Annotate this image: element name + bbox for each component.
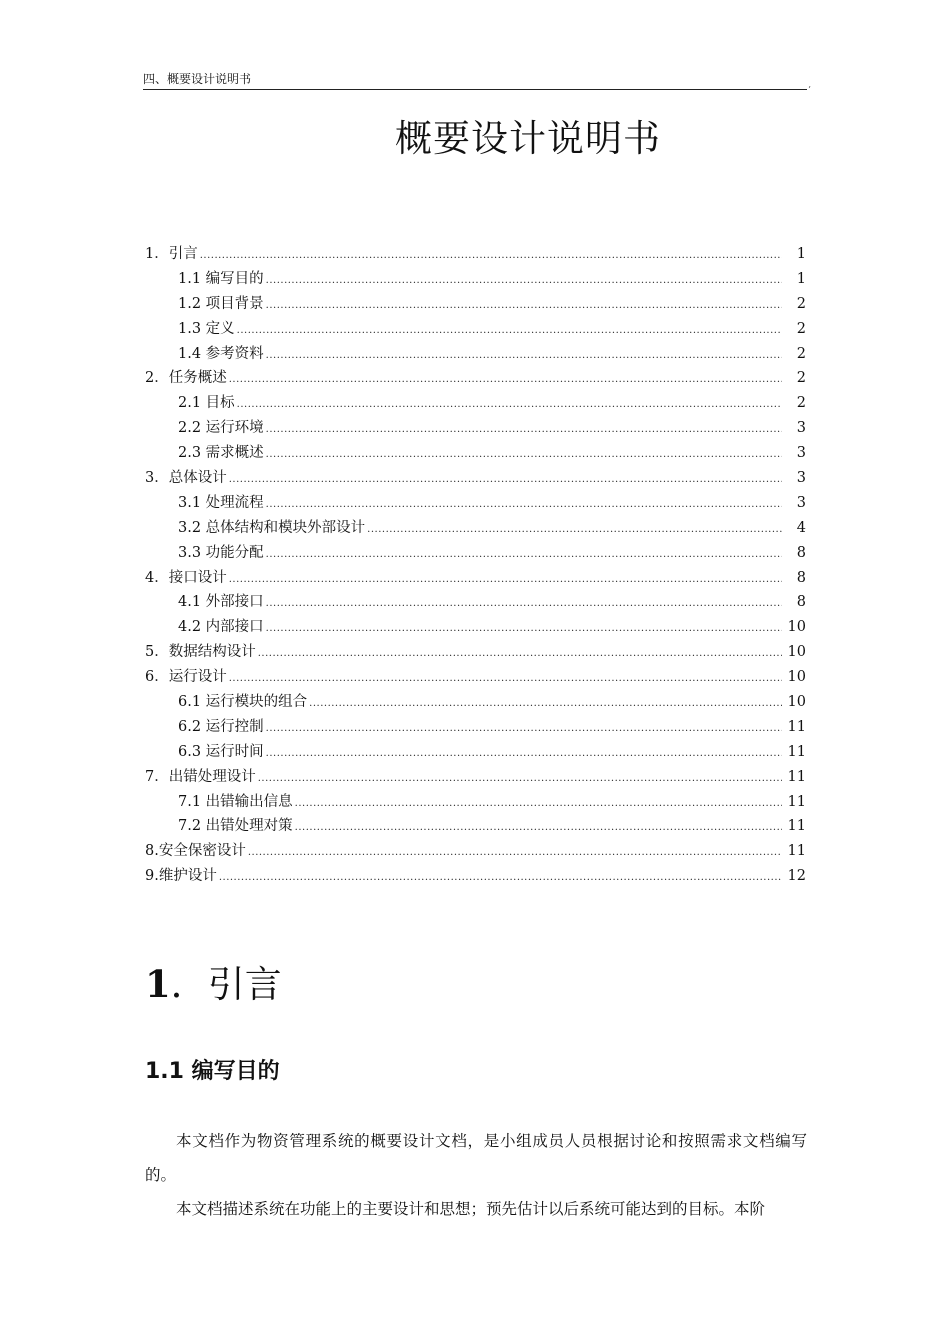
toc-dot-leader: [258, 767, 782, 792]
toc-dot-leader: [237, 319, 782, 344]
toc-entry-title: 3.1 处理流程: [178, 494, 264, 511]
toc-dot-leader: [219, 866, 782, 891]
toc-entry-page: 1: [796, 270, 806, 287]
toc-entry[interactable]: [145, 416, 806, 441]
toc-dot-leader: [229, 368, 782, 393]
document-title: 概要设计说明书: [395, 117, 661, 160]
toc-dot-leader: [200, 244, 782, 269]
toc-dot-leader: [295, 816, 782, 841]
toc-entry-page: 3: [796, 494, 806, 511]
toc-entry-title: 4．接口设计: [145, 569, 227, 586]
toc-entry[interactable]: [145, 391, 806, 416]
toc-entry-page: 4: [796, 519, 806, 536]
toc-entry[interactable]: [145, 491, 806, 516]
toc-entry-page: 10: [787, 619, 806, 636]
toc-entry-title: 3.3 功能分配: [178, 544, 264, 561]
toc-entry-title: 6.3 运行时间: [178, 743, 264, 760]
running-header-title: 四、概要设计说明书: [143, 72, 252, 86]
toc-entry-page: 11: [787, 718, 806, 735]
toc-entry-page: 10: [787, 694, 806, 711]
toc-entry-title: 2.2 运行环境: [178, 420, 264, 437]
toc-entry[interactable]: [145, 516, 806, 541]
toc-dot-leader: [295, 792, 782, 817]
toc-entry[interactable]: [145, 690, 806, 715]
toc-entry-page: 3: [796, 470, 806, 487]
toc-entry-title: 9.维护设计: [145, 868, 217, 885]
toc-entry-title: 7.1 出错输出信息: [178, 793, 293, 810]
toc-entry-title: 3．总体设计: [145, 470, 227, 487]
toc-entry-title: 2.1 目标: [178, 395, 235, 412]
toc-dot-leader: [266, 443, 782, 468]
toc-entry[interactable]: [145, 342, 806, 367]
toc-entry[interactable]: [145, 864, 806, 889]
toc-entry-title: 8.安全保密设计: [145, 843, 246, 860]
toc-entry-page: 2: [796, 370, 806, 387]
toc-entry-page: 2: [796, 345, 806, 362]
toc-dot-leader: [367, 518, 782, 543]
header-corner-mark: ,: [808, 80, 811, 89]
toc-dot-leader: [258, 642, 782, 667]
toc-entry[interactable]: [145, 541, 806, 566]
toc-dot-leader: [229, 667, 782, 692]
toc-entry[interactable]: [145, 665, 806, 690]
toc-entry-page: 2: [796, 395, 806, 412]
toc-entry-page: 8: [796, 544, 806, 561]
paragraph: 本文档作为物资管理系统的概要设计文档，是小组成员人员根据讨论和按照需求文档编写的。: [145, 1132, 807, 1184]
toc-dot-leader: [229, 568, 782, 593]
toc-entry[interactable]: [145, 242, 806, 267]
toc-entry[interactable]: [145, 790, 806, 815]
toc-dot-leader: [266, 269, 782, 294]
toc-entry-title: 7.2 出错处理对策: [178, 818, 293, 835]
toc-entry[interactable]: [145, 566, 806, 591]
toc-entry[interactable]: [145, 740, 806, 765]
toc-dot-leader: [266, 742, 782, 767]
toc-entry-title: 1.4 参考资料: [178, 345, 264, 362]
paragraph: 本文档描述系统在功能上的主要设计和思想；预先估计以后系统可能达到的目标。本阶: [176, 1200, 766, 1218]
toc-dot-leader: [266, 543, 782, 568]
section-1-number: 1: [145, 962, 171, 1006]
section-1-heading: [145, 954, 282, 1008]
toc-entry[interactable]: [145, 640, 806, 665]
toc-entry-page: 2: [796, 295, 806, 312]
toc-dot-leader: [266, 344, 782, 369]
toc-entry-title: 1.1 编写目的: [178, 270, 264, 287]
toc-dot-leader: [237, 393, 782, 418]
toc-entry[interactable]: [145, 267, 806, 292]
toc-entry[interactable]: [145, 292, 806, 317]
section-body: [145, 1124, 807, 1226]
toc-entry-page: 11: [787, 743, 806, 760]
toc-entry-title: 1.3 定义: [178, 320, 235, 337]
toc-entry-page: 8: [796, 594, 806, 611]
toc-dot-leader: [266, 294, 782, 319]
toc-entry[interactable]: [145, 814, 806, 839]
toc-entry-page: 11: [787, 818, 806, 835]
toc-dot-leader: [266, 717, 782, 742]
toc-entry-title: 3.2 总体结构和模块外部设计: [178, 519, 366, 536]
toc-entry-title: 7．出错处理设计: [145, 768, 256, 785]
toc-entry[interactable]: [145, 615, 806, 640]
running-header: [143, 72, 811, 90]
toc-dot-leader: [248, 841, 782, 866]
toc-entry-page: 11: [787, 843, 806, 860]
toc-entry-page: 11: [787, 793, 806, 810]
subsection-1-1-heading: 1.1 编写目的: [145, 1059, 280, 1084]
toc-entry-page: 3: [796, 420, 806, 437]
table-of-contents: [145, 242, 806, 889]
toc-dot-leader: [266, 493, 782, 518]
toc-entry[interactable]: [145, 765, 806, 790]
toc-dot-leader: [309, 692, 782, 717]
toc-entry-title: 2．任务概述: [145, 370, 227, 387]
toc-entry[interactable]: [145, 590, 806, 615]
toc-entry-title: 4.2 内部接口: [178, 619, 264, 636]
toc-dot-leader: [266, 592, 782, 617]
toc-entry[interactable]: [145, 441, 806, 466]
toc-entry-page: 3: [796, 445, 806, 462]
toc-entry-title: 5．数据结构设计: [145, 644, 256, 661]
section-1-title: 引言: [207, 963, 282, 1006]
toc-dot-leader: [229, 468, 782, 493]
toc-entry[interactable]: [145, 715, 806, 740]
toc-entry[interactable]: [145, 317, 806, 342]
toc-entry[interactable]: [145, 839, 806, 864]
toc-entry-page: 12: [787, 868, 806, 885]
toc-entry[interactable]: [145, 466, 806, 491]
toc-entry-title: 1．引言: [145, 246, 198, 262]
toc-dot-leader: [266, 617, 782, 642]
toc-entry-page: 10: [787, 669, 806, 686]
toc-entry-title: 1.2 项目背景: [178, 295, 264, 312]
toc-entry-title: 6．运行设计: [145, 669, 227, 686]
toc-entry-page: 10: [787, 644, 806, 661]
toc-entry-title: 6.2 运行控制: [178, 718, 264, 735]
toc-entry-title: 2.3 需求概述: [178, 445, 264, 462]
toc-entry[interactable]: [145, 366, 806, 391]
toc-entry-title: 6.1 运行模块的组合: [178, 694, 308, 711]
toc-entry-title: 4.1 外部接口: [178, 594, 264, 611]
toc-entry-page: 8: [796, 569, 806, 586]
toc-dot-leader: [266, 418, 782, 443]
toc-entry-page: 1: [796, 246, 806, 262]
toc-entry-page: 11: [787, 768, 806, 785]
section-1-separator: ．: [170, 963, 208, 1006]
toc-entry-page: 2: [796, 320, 806, 337]
